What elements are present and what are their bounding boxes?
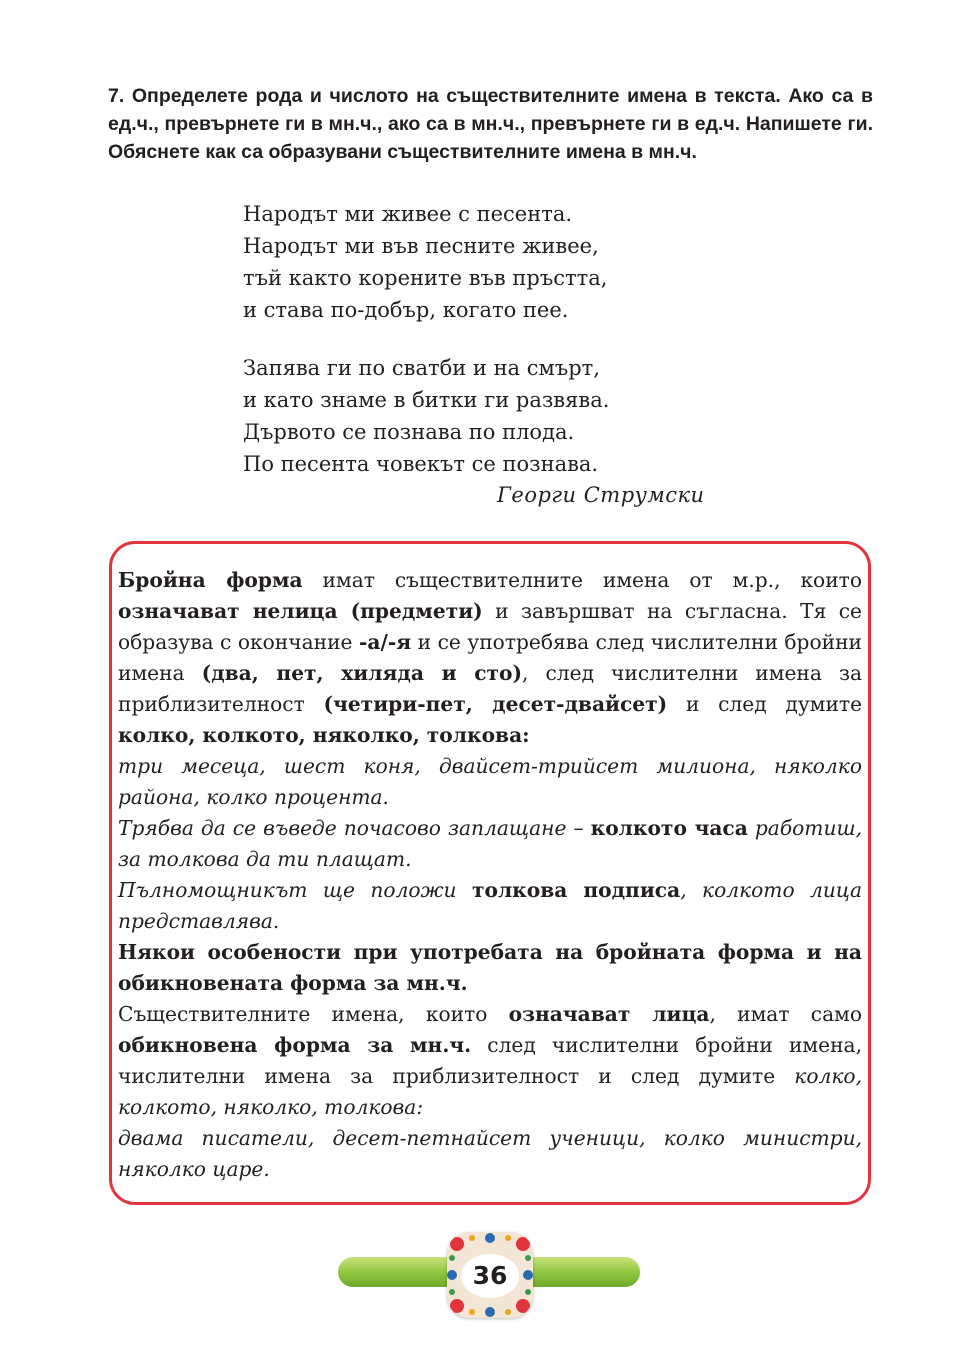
term: колкото часа (590, 816, 748, 840)
poem (243, 198, 609, 480)
text: имат съществителните имена от м.р., които (302, 568, 862, 592)
rule-paragraph (118, 565, 862, 751)
text: , след числителни имена за приблизителност (118, 661, 862, 716)
rule-heading (118, 937, 862, 999)
text: и след думите (667, 692, 863, 716)
example (118, 813, 862, 875)
example-text: работиш, за толкова да ти плащат. (118, 816, 862, 871)
term: (четири-пет, десет-двайсет) (323, 692, 668, 716)
poem-line: и като знаме в битки ги развява. (243, 388, 610, 412)
rule-text (118, 565, 862, 1185)
poem-line: Народът ми живее с песента. (243, 202, 573, 226)
heading-text: Някои особености при употребата на бройната форма и на обикновената форма за мн.ч. (118, 940, 862, 995)
text: и завършват на съгласна. Тя се образува с окончание (118, 599, 862, 654)
exercise-task: 7. Определете рода и числото на съществителните имена в текста. Ако са в ед.ч., превърнете ги в мн.ч., ако са в мн.ч., превърнете ги в ед.ч. Напишете ги. Обяснете как са образувани съществителните имена в мн.ч. (108, 85, 873, 163)
poem-stanza-1 (243, 198, 609, 326)
text: след числителни бройни имена, числителни имена за приблизителност и след думите (118, 1033, 862, 1088)
example-text: двама писатели, десет-петнайсет ученици, колко министри, няколко царе. (118, 1126, 862, 1181)
example-text: , колкото лица представлява. (118, 878, 862, 933)
term: обикновена форма за мн.ч. (118, 1033, 472, 1057)
text: , имат само (709, 1002, 862, 1026)
example-text: колко, колкото, няколко, толкова: (118, 1064, 862, 1119)
poem-stanza-2 (243, 352, 609, 480)
example-text: Пълномощникът ще положи (118, 878, 472, 902)
term: -а/-я (359, 630, 412, 654)
term: Бройна форма (118, 568, 303, 592)
poem-line: тъй както корените във пръстта, (243, 266, 608, 290)
text: Съществителните имена, които (118, 1002, 509, 1026)
rule-paragraph (118, 999, 862, 1123)
term: (два, пет, хиляда и сто) (201, 661, 523, 685)
poem-line: Дървото се познава по плода. (243, 420, 575, 444)
poem-author: Георги Струмски (497, 483, 705, 507)
text: и се употребява след числителни бройни имена (118, 630, 862, 685)
term: колко, колкото, няколко, толкова: (118, 723, 530, 747)
poem-line: По песента човекът се познава. (243, 452, 599, 476)
page-number: 36 (461, 1254, 519, 1298)
example-text: Трябва да се въведе почасово заплащане – (118, 816, 591, 840)
poem-line: Народът ми във песните живее, (243, 234, 599, 258)
term: означават нелица (предмети) (118, 599, 483, 623)
example (118, 751, 862, 813)
example (118, 875, 862, 937)
poem-line: и става по-добър, когато пее. (243, 298, 569, 322)
example (118, 1123, 862, 1185)
term: толкова подписа (471, 878, 681, 902)
example-text: три месеца, шест коня, двайсет-трийсет милиона, няколко района, колко процента. (118, 754, 862, 809)
term: означават лица (508, 1002, 710, 1026)
poem-line: Запява ги по сватби и на смърт, (243, 356, 600, 380)
